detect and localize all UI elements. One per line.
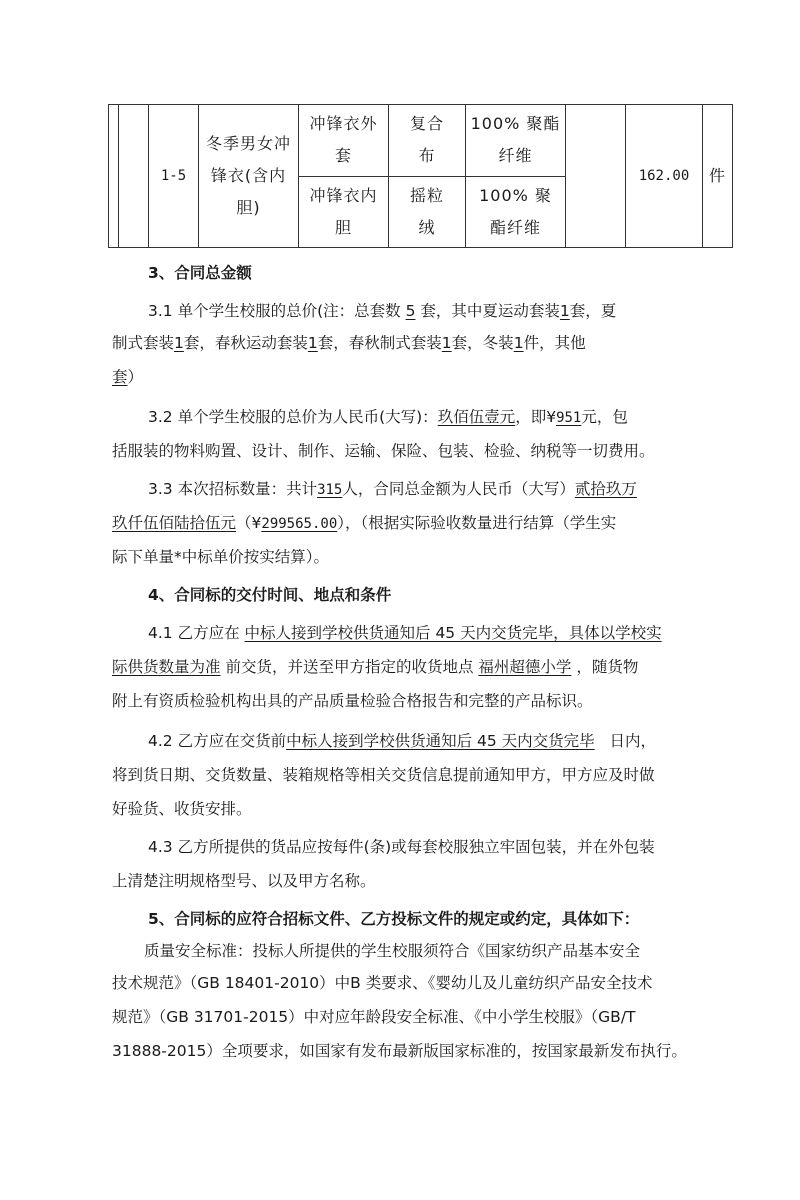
- item-index: 1-5: [149, 105, 199, 248]
- total-sets: 5: [405, 302, 416, 320]
- para-4-3-line-1: 4.3 乙方所提供的货品应按每件(条)或每套校服独立牢固包装，并在外包装: [148, 838, 655, 856]
- para-5-line-2: 技术规范》（GB 18401-2010）中B 类要求、《婴幼儿及儿童纺织产品安全技术: [112, 974, 653, 992]
- part-composition-outer: 100% 聚酯 纤维: [466, 105, 566, 177]
- part-composition-inner: 100% 聚 酯纤维: [466, 176, 566, 248]
- table-row: [109, 105, 733, 177]
- contract-amount: 299565.00: [261, 516, 338, 532]
- item-unit: 件: [703, 105, 733, 248]
- part-fabric-inner: 摇粒 绒: [389, 176, 466, 248]
- item-price: 162.00: [626, 105, 703, 248]
- item-name: 冬季男女冲 锋衣(含内 胆): [199, 105, 299, 248]
- para-4-2-line-3: 好验货、收货安排。: [112, 800, 252, 818]
- spec-table: [108, 104, 733, 248]
- para-3-2-line-2: 括服装的物料购置、设计、制作、运输、保险、包装、检验、纳税等一切费用。: [112, 442, 655, 460]
- table-cell-blank: [119, 105, 149, 248]
- para-4-2-line-2: 将到货日期、交货数量、装箱规格等相关交货信息提前通知甲方，甲方应及时做: [112, 766, 655, 784]
- para-3-3-line-1: 3.3 本次招标数量：共计315人，合同总金额为人民币（大写）贰拾玖万: [148, 480, 637, 498]
- para-4-1-line-3: 附上有资质检验机构出具的产品质量检验合格报告和完整的产品标识。: [112, 692, 593, 710]
- table-cell-blank: [109, 105, 119, 248]
- para-5-line-1: 质量安全标准：投标人所提供的学生校服须符合《国家纺织产品基本安全: [144, 942, 641, 960]
- part-name-outer: 冲锋衣外 套: [299, 105, 389, 177]
- section-4-heading: 4、合同标的交付时间、地点和条件: [148, 586, 392, 604]
- para-4-1-line-1: 4.1 乙方应在 中标人接到学校供货通知后 45 天内交货完毕，具体以学校实: [148, 624, 662, 642]
- para-5-line-4: 31888-2015）全项要求，如国家有发布最新版国家标准的，按国家最新发布执行。: [112, 1042, 687, 1060]
- para-3-3-line-3: 际下单量*中标单价按实结算）。: [112, 548, 330, 566]
- para-3-1-line-3: 套）: [112, 368, 144, 386]
- part-name-inner: 冲锋衣内 胆: [299, 176, 389, 248]
- delivery-place: 福州超德小学: [478, 658, 572, 676]
- section-5-heading: 5、合同标的应符合招标文件、乙方投标文件的规定或约定，具体如下：: [148, 910, 640, 928]
- para-4-2-line-1: 4.2 乙方应在交货前中标人接到学校供货通知后 45 天内交货完毕 日内，: [148, 732, 656, 750]
- price-amount: 951: [556, 410, 582, 426]
- para-3-1-line-2: 制式套装1套，春秋运动套装1套，春秋制式套装1套，冬装1件，其他: [112, 334, 586, 352]
- para-3-2-line-1: 3.2 单个学生校服的总价为人民币(大写)：玖佰伍壹元，即¥951元，包: [148, 408, 628, 426]
- para-3-3-line-2: 玖仟伍佰陆拾伍元（¥299565.00），（根据实际验收数量进行结算（学生实: [112, 514, 617, 532]
- para-4-3-line-2: 上清楚注明规格型号、以及甲方名称。: [112, 872, 376, 890]
- para-3-1-line-1: 3.1 单个学生校服的总价(注：总套数 5 套，其中夏运动套装1套，夏: [148, 302, 617, 320]
- para-4-1-line-2: 际供货数量为准 前交货，并送至甲方指定的收货地点 福州超德小学 ，随货物: [112, 658, 639, 676]
- para-5-line-3: 规范》（GB 31701-2015）中对应年龄段安全标准、《中小学生校服》（GB/T: [112, 1008, 636, 1026]
- part-fabric-outer: 复合 布: [389, 105, 466, 177]
- section-3-heading: 3、合同总金额: [148, 264, 252, 282]
- price-upper: 玖佰伍壹元: [437, 408, 516, 426]
- student-count: 315: [317, 482, 343, 498]
- table-cell-blank: [566, 105, 626, 248]
